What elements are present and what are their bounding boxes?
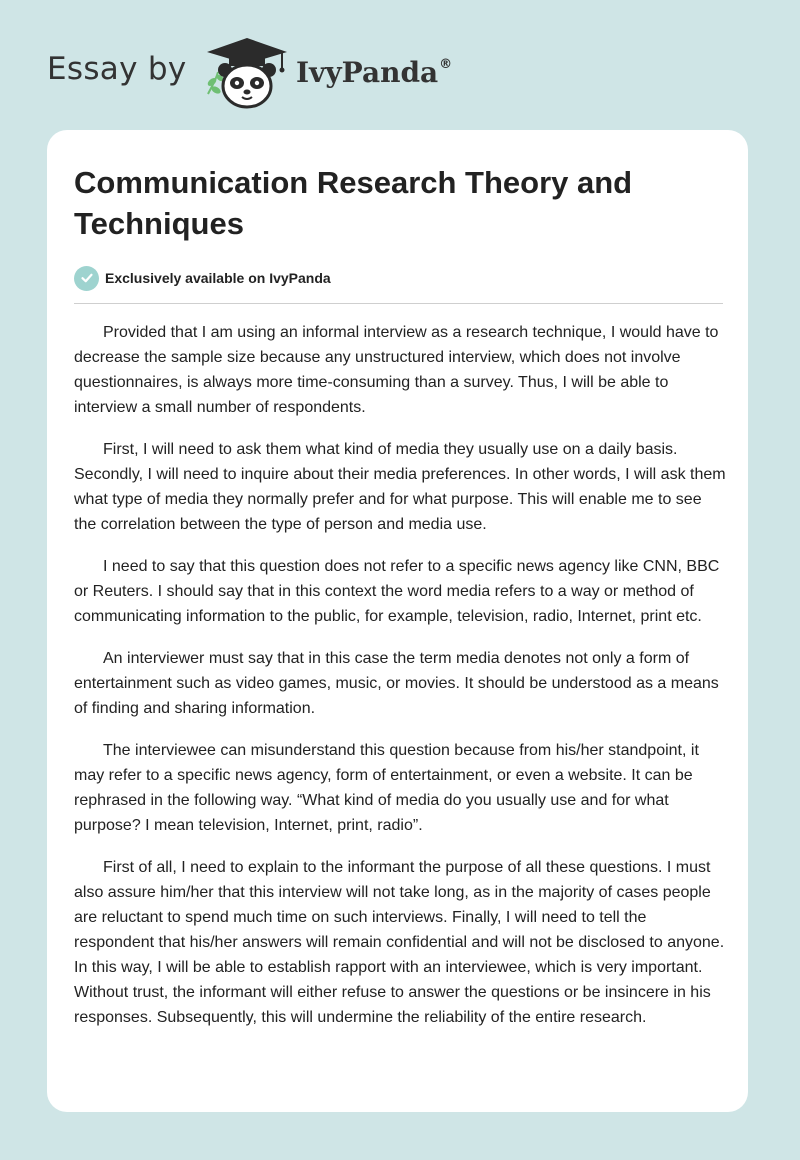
check-circle-icon bbox=[74, 266, 99, 291]
registered-mark: ® bbox=[439, 57, 453, 72]
exclusive-badge bbox=[74, 265, 331, 291]
panda-graduate-icon[interactable] bbox=[202, 34, 292, 110]
essay-by-label: Essay by bbox=[47, 51, 187, 87]
brand-name: IvyPanda bbox=[296, 56, 439, 89]
paragraph: First of all, I need to explain to the informant the purpose of all these questions. I must also assure him/her that this interview will not take long, as in the majority of cases people are reluctant to spend much time on such interviews. Finally, I will need to tell the respondent that his/her answers will remain confidential and will not be disclosed to anyone. In this way, I will be able to establish rapport with an interviewee, which is very important. Without trust, the informant will either refuse to answer the questions or be insincere in his responses. Subsequently, this will undermine the reliability of the entire research. bbox=[74, 859, 725, 1026]
divider bbox=[74, 303, 723, 304]
exclusive-label: Exclusively available on IvyPanda bbox=[105, 270, 331, 286]
paragraph: Provided that I am using an informal interview as a research technique, I would have to decrease the sample size because any unstructured interview, which does not involve questionnaires, is always more time-consuming than a survey. Thus, I will be able to interview a small number of respondents. bbox=[74, 324, 719, 416]
site-header bbox=[47, 34, 547, 114]
page-title: Communication Research Theory and Techniques bbox=[74, 165, 633, 241]
paragraph: The interviewee can misunderstand this question because from his/her standpoint, it may refer to a specific news agency, form of entertainment, or even a website. It can be rephrased in the following way. “What kind of media do you usually use and for what purpose? I mean television, Internet, print, radio”. bbox=[74, 742, 699, 834]
brand-logo-text[interactable] bbox=[296, 56, 452, 89]
paragraph: First, I will need to ask them what kind of media they usually use on a daily basis. Secondly, I will need to inquire about their media preferences. In other words, I will ask them what type of media they normally prefer and for what purpose. This will enable me to see the correlation between the type of person and media use. bbox=[74, 441, 726, 533]
paragraph: I need to say that this question does not refer to a specific news agency like CNN, BBC or Reuters. I should say that in this context the word media refers to a way or method of communicating information to the public, for example, television, radio, Internet, print etc. bbox=[74, 558, 720, 625]
essay-body bbox=[74, 320, 726, 1047]
paragraph: An interviewer must say that in this case the term media denotes not only a form of entertainment such as video games, music, or movies. It should be understood as a means of finding and sharing information. bbox=[74, 650, 719, 717]
essay-card bbox=[47, 130, 748, 1112]
